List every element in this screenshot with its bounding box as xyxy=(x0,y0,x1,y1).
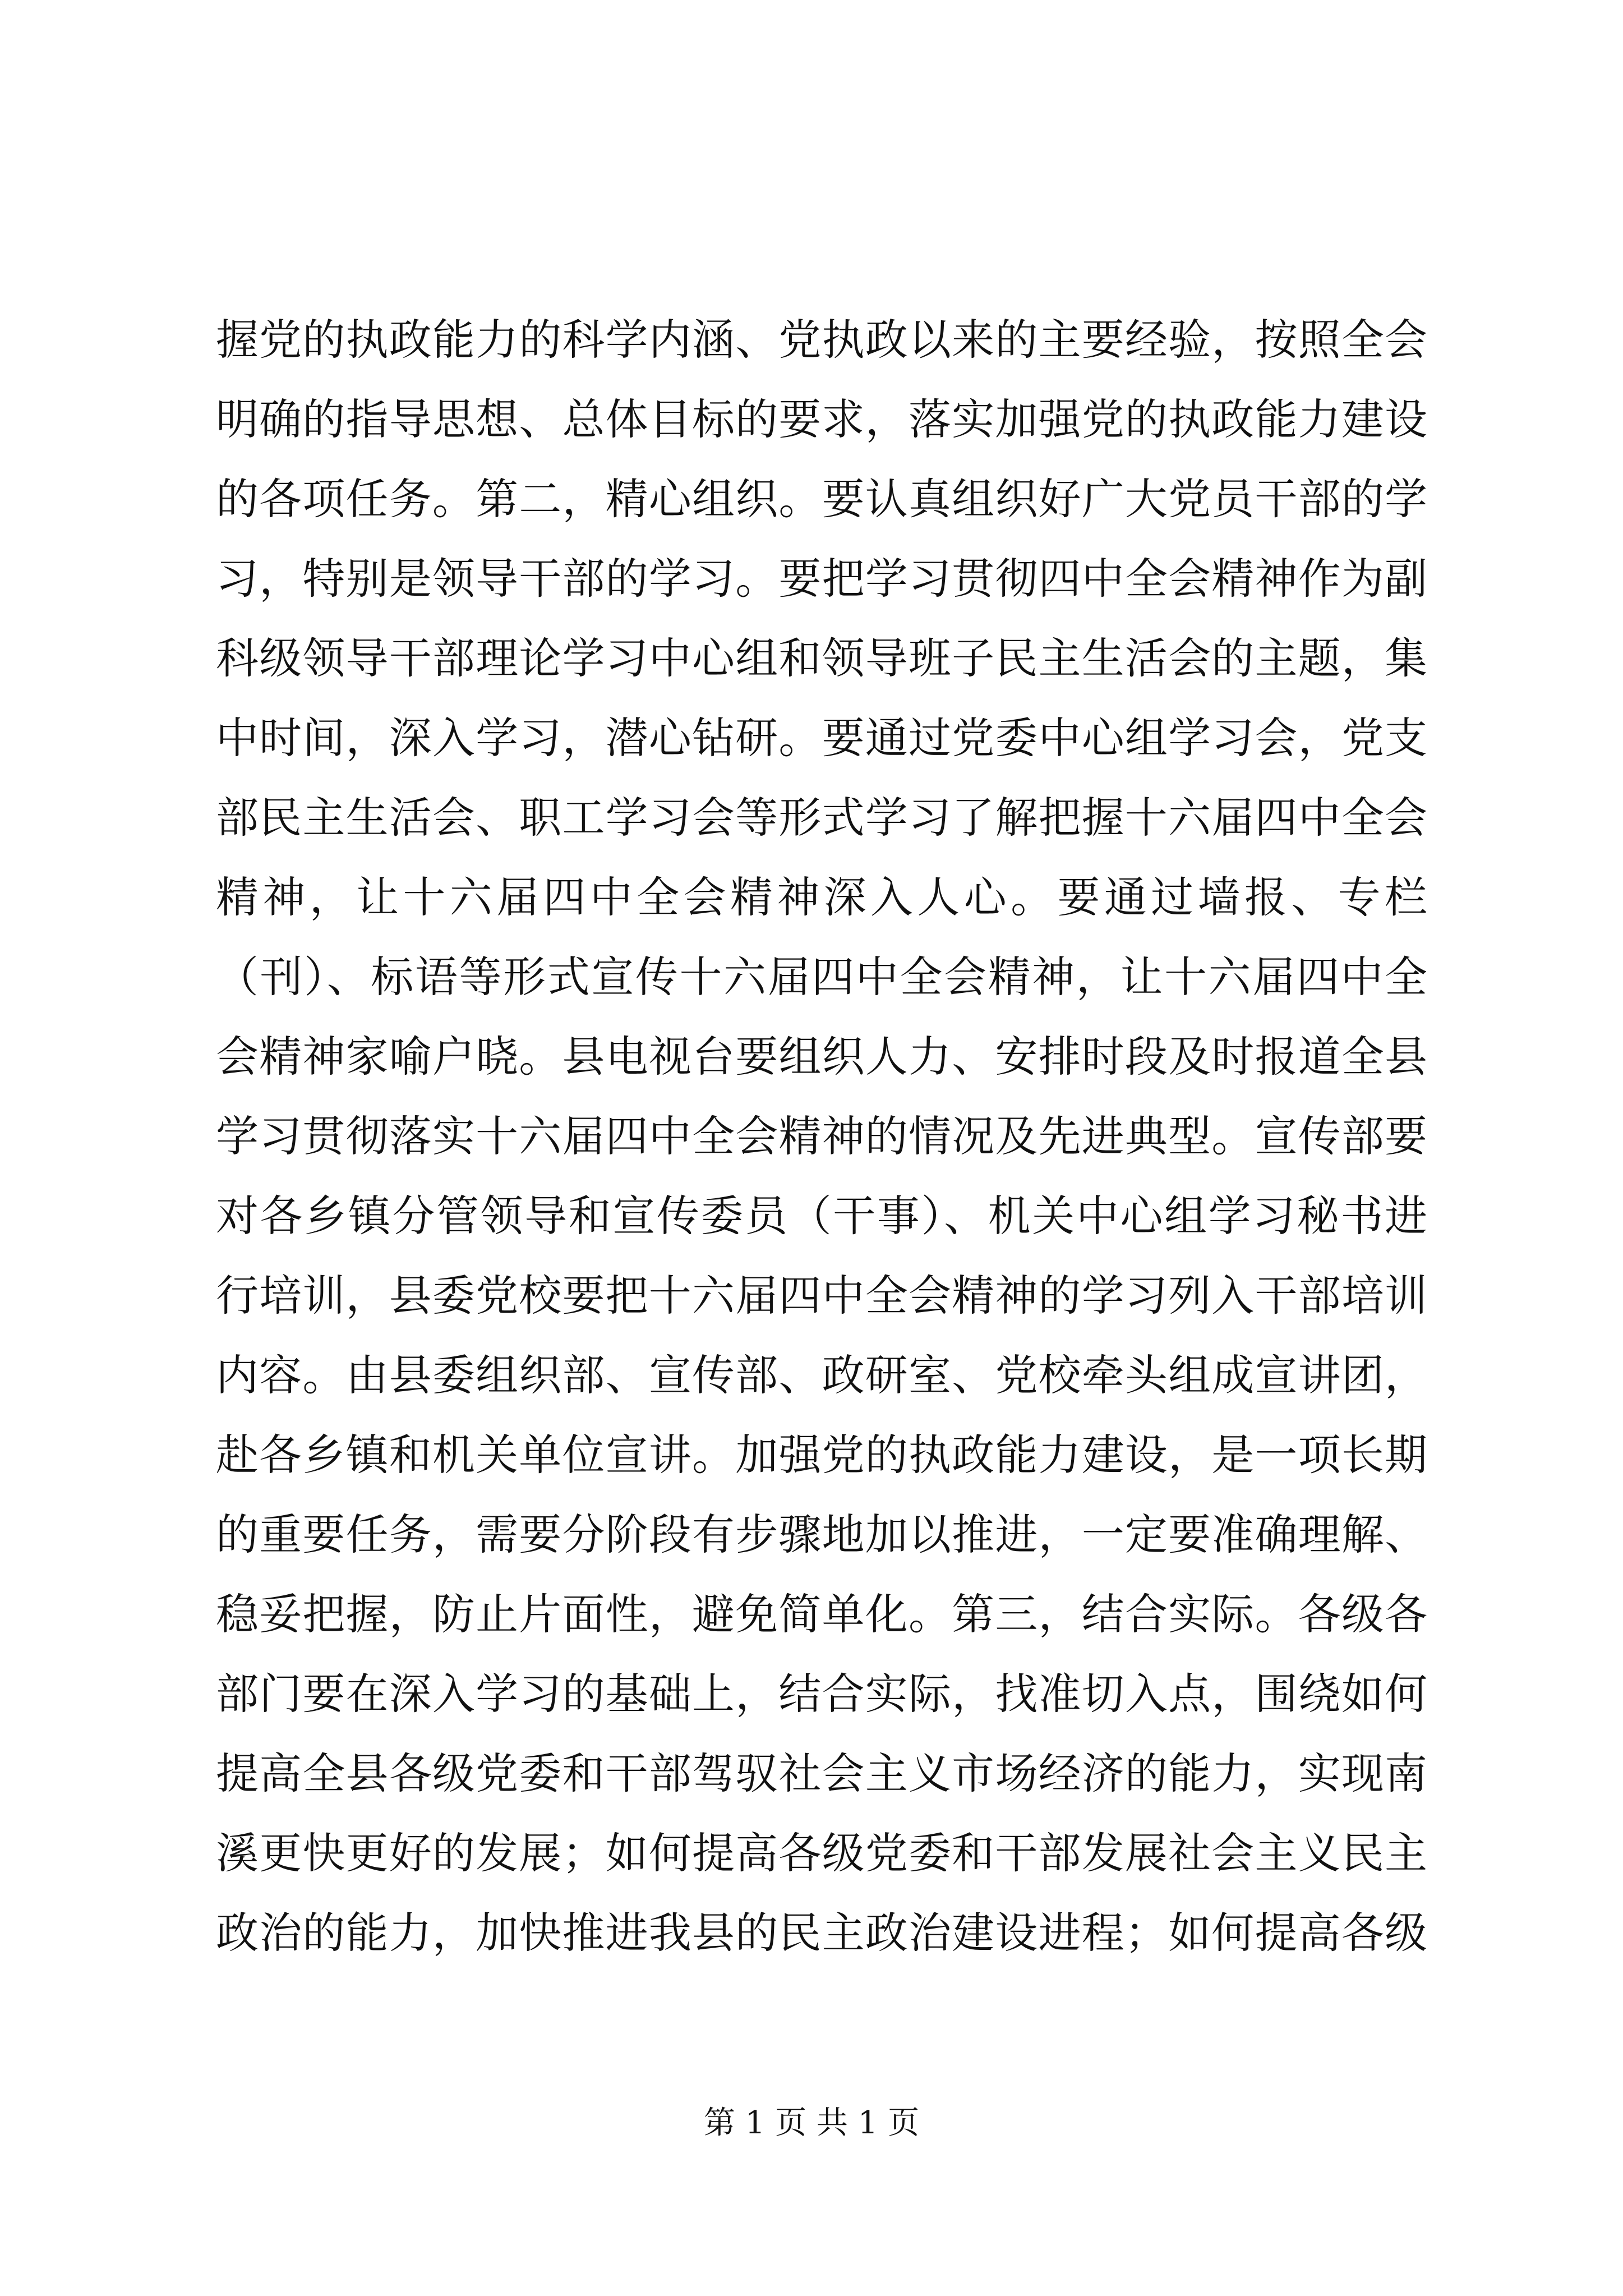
text-line: 中时间，深入学习，潜心钻研。要通过党委中心组学习会，党支 xyxy=(216,713,1427,763)
text-line: 对各乡镇分管领导和宣传委员（干事）、机关中心组学习秘书进 xyxy=(216,1191,1427,1241)
text-line: 部民主生活会、职工学习会等形式学习了解把握十六届四中全会 xyxy=(216,793,1427,843)
text-line: 行培训，县委党校要把十六届四中全会精神的学习列入干部培训 xyxy=(216,1271,1427,1320)
text-line: 政治的能力，加快推进我县的民主政治建设进程；如何提高各级 xyxy=(216,1908,1427,1958)
body-text xyxy=(216,300,1427,1973)
text-line: 握党的执政能力的科学内涵、党执政以来的主要经验，按照全会 xyxy=(216,315,1427,365)
page-footer: 第 1 页 共 1 页 xyxy=(703,2105,920,2141)
text-line: 的重要任务，需要分阶段有步骤地加以推进，一定要准确理解、 xyxy=(216,1510,1427,1559)
text-line: 稳妥把握，防止片面性，避免简单化。第三，结合实际。各级各 xyxy=(216,1589,1427,1639)
text-line: 提高全县各级党委和干部驾驭社会主义市场经济的能力，实现南 xyxy=(216,1749,1427,1798)
text-line: 精神，让十六届四中全会精神深入人心。要通过墙报、专栏 xyxy=(216,872,1427,922)
text-line: 的各项任务。第二，精心组织。要认真组织好广大党员干部的学 xyxy=(216,474,1427,524)
text-line: 部门要在深入学习的基础上，结合实际，找准切入点，围绕如何 xyxy=(216,1669,1427,1719)
text-line: 溪更快更好的发展；如何提高各级党委和干部发展社会主义民主 xyxy=(216,1828,1427,1878)
text-line: 习，特别是领导干部的学习。要把学习贯彻四中全会精神作为副 xyxy=(216,554,1427,604)
text-line: 赴各乡镇和机关单位宣讲。加强党的执政能力建设，是一项长期 xyxy=(216,1430,1427,1480)
text-line: 科级领导干部理论学习中心组和领导班子民主生活会的主题，集 xyxy=(216,633,1427,683)
text-line: （刊）、标语等形式宣传十六届四中全会精神，让十六届四中全 xyxy=(216,952,1427,1002)
text-line: 明确的指导思想、总体目标的要求，落实加强党的执政能力建设 xyxy=(216,394,1427,444)
text-line: 内容。由县委组织部、宣传部、政研室、党校牵头组成宣讲团， xyxy=(216,1350,1427,1400)
text-line: 学习贯彻落实十六届四中全会精神的情况及先进典型。宣传部要 xyxy=(216,1111,1427,1161)
text-line: 会精神家喻户晓。县电视台要组织人力、安排时段及时报道全县 xyxy=(216,1032,1427,1082)
